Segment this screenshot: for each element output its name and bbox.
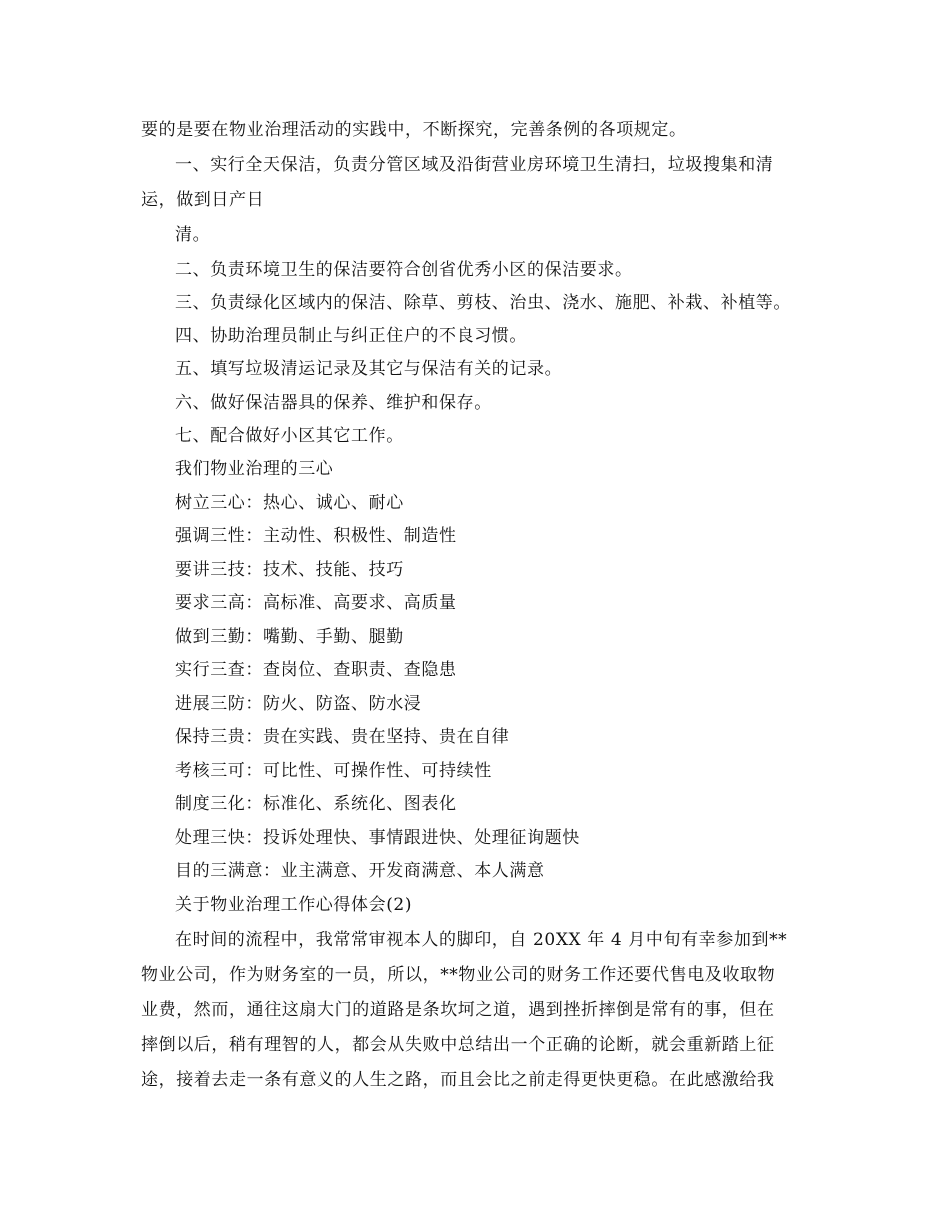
text-line: 清。 — [175, 225, 211, 245]
text-line: 一、实行全天保洁，负责分管区域及沿街营业房环境卫生清扫，垃圾搜集和清 — [175, 155, 774, 175]
text-line: 在时间的流程中，我常常审视本人的脚印，自 20XX 年 4 月中旬有幸参加到** — [175, 930, 788, 950]
text-line: 实行三查：查岗位、查职责、查隐患 — [175, 660, 457, 680]
text-line: 七、配合做好小区其它工作。 — [175, 426, 404, 446]
text-line: 进展三防：防火、防盗、防水浸 — [175, 694, 422, 714]
text-line: 制度三化：标准化、系统化、图表化 — [175, 794, 457, 814]
text-line: 保持三贵：贵在实践、贵在坚持、贵在自律 — [175, 727, 510, 747]
section-heading: 我们物业治理的三心 — [175, 459, 334, 479]
text-line: 摔倒以后，稍有理智的人，都会从失败中总结出一个正确的论断，就会重新踏上征 — [141, 1035, 775, 1055]
text-line: 做到三勤：嘴勤、手勤、腿勤 — [175, 627, 404, 647]
text-line: 要讲三技：技术、技能、技巧 — [175, 560, 404, 580]
text-line: 强调三性：主动性、积极性、制造性 — [175, 526, 457, 546]
text-line: 考核三可：可比性、可操作性、可持续性 — [175, 761, 492, 781]
text-line: 树立三心：热心、诚心、耐心 — [175, 493, 404, 513]
text-line: 六、做好保洁器具的保养、维护和保存。 — [175, 393, 492, 413]
text-line: 三、负责绿化区域内的保洁、除草、剪枝、治虫、浇水、施肥、补栽、补植等。 — [175, 293, 791, 313]
text-line: 四、协助治理员制止与纠正住户的不良习惯。 — [175, 326, 527, 346]
text-line: 二、负责环境卫生的保洁要符合创省优秀小区的保洁要求。 — [175, 260, 633, 280]
text-line: 目的三满意：业主满意、开发商满意、本人满意 — [175, 861, 545, 881]
text-line: 物业公司，作为财务室的一员，所以，**物业公司的财务工作还要代售电及收取物 — [141, 965, 776, 985]
text-line: 途，接着去走一条有意义的人生之路，而且会比之前走得更快更稳。在此感激给我 — [141, 1070, 775, 1090]
text-line: 运，做到日产日 — [141, 190, 265, 210]
text-line: 要的是要在物业治理活动的实践中，不断探究，完善条例的各项规定。 — [141, 120, 687, 140]
section-heading: 关于物业治理工作心得体会(2) — [175, 895, 413, 915]
text-line: 五、填写垃圾清运记录及其它与保洁有关的记录。 — [175, 359, 563, 379]
text-line: 业费，然而，通往这扇大门的道路是条坎坷之道，遇到挫折摔倒是常有的事，但在 — [141, 1000, 775, 1020]
text-line: 要求三高：高标准、高要求、高质量 — [175, 593, 457, 613]
text-line: 处理三快：投诉处理快、事情跟进快、处理征询题快 — [175, 828, 580, 848]
